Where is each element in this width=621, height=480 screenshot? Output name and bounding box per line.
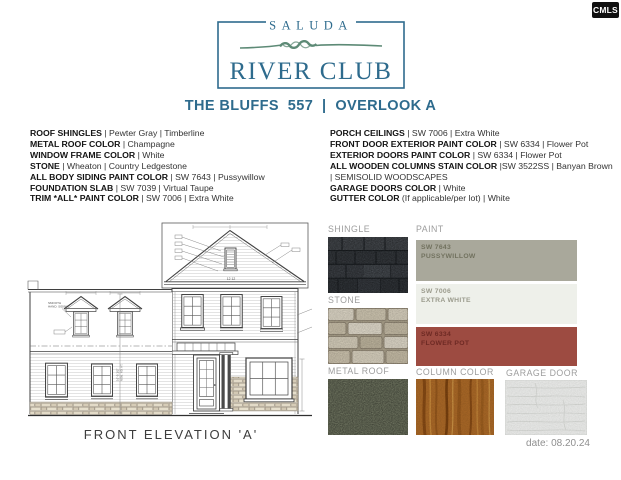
cmls-logo <box>592 2 619 18</box>
dormer-window <box>73 312 90 337</box>
paint-chip-name: FLOWER POT <box>421 339 470 347</box>
paint-chip-flower-pot <box>416 327 577 366</box>
svg-text:16'-5 1/2": 16'-5 1/2" <box>115 368 120 381</box>
spec-row: GUTTER COLOR (If applicable/per lot) | White <box>330 193 510 204</box>
garage-door-swatch <box>505 380 587 435</box>
spec-row: EXTERIOR DOORS PAINT COLOR | SW 6334 | Flower Pot <box>330 149 562 160</box>
wave-icon <box>240 41 382 48</box>
paint-label: PAINT <box>416 224 444 234</box>
attic-vent <box>224 248 237 271</box>
dormer-window <box>117 312 134 337</box>
spec-row: STONE | Wheaton | Country Ledgestone <box>30 160 187 171</box>
stone-swatch <box>328 308 408 364</box>
svg-text:NOM. HD. HT.: NOM. HD. HT. <box>120 363 124 381</box>
stone-label: STONE <box>328 295 361 305</box>
date-label: date: 08.20.24 <box>526 438 590 449</box>
shingle-swatch <box>328 237 408 293</box>
metal-roof-swatch <box>328 379 408 435</box>
paint-chip-code: SW 6334 <box>421 331 452 338</box>
window <box>44 363 68 399</box>
svg-text:SMOOTH: SMOOTH <box>48 301 62 305</box>
page-title: THE BLUFFS 557 | OVERLOOK A <box>184 98 437 114</box>
spec-row: ROOF SHINGLES | Pewter Gray | Timberline <box>30 128 205 138</box>
roof-pitch-label: 12 12 <box>226 277 236 281</box>
spec-row: TRIM *ALL* PAINT COLOR | SW 7006 | Extra White <box>30 193 234 204</box>
spec-row: WINDOW FRAME COLOR | White <box>30 149 165 160</box>
window <box>219 295 243 331</box>
logo-word-saluda: SALUDA <box>269 18 353 33</box>
column-color-swatch <box>416 379 494 435</box>
column-color-label: COLUMN COLOR <box>416 367 494 377</box>
shingle-label: SHINGLE <box>328 224 371 234</box>
spec-row: ALL WOODEN COLUMNS STAIN COLOR |SW 3522SS | Banyan Brown | SEMISOLID WOODSCAPES <box>330 160 613 182</box>
paint-chip-name: EXTRA WHITE <box>421 296 471 304</box>
logo-word-river-club: RIVER CLUB <box>229 58 393 85</box>
paint-chip-pussywillow <box>416 240 577 281</box>
cmls-logo-text: CMLS <box>593 5 618 15</box>
paint-chip-code: SW 7006 <box>421 288 452 295</box>
spec-list-right <box>330 128 614 204</box>
window <box>90 364 113 399</box>
garage-door-label: GARAGE DOOR <box>506 368 578 378</box>
saluda-river-club-logo <box>216 13 406 93</box>
spec-row: METAL ROOF COLOR | Champagne <box>30 138 175 149</box>
window <box>180 295 204 331</box>
metal-roof-label: METAL ROOF <box>328 366 390 376</box>
window <box>135 364 158 399</box>
spec-row: FRONT DOOR EXTERIOR PAINT COLOR | SW 6334 | Flower Pot <box>330 138 589 149</box>
paint-chip-code: SW 7643 <box>421 244 452 251</box>
paint-chip-extra-white <box>416 284 577 324</box>
spec-row: FOUNDATION SLAB | SW 7039 | Virtual Taupe <box>30 182 214 193</box>
dimension-marks-right <box>297 309 312 411</box>
elevation-caption: FRONT ELEVATION 'A' <box>83 427 259 442</box>
picture-window <box>244 358 294 402</box>
front-door <box>189 355 224 414</box>
spec-row: ALL BODY SIDING PAINT COLOR | SW 7643 | Pussywillow <box>30 171 265 182</box>
window <box>260 297 283 332</box>
front-elevation-drawing <box>25 219 317 424</box>
svg-text:HAND. SIDING: HAND. SIDING <box>48 304 69 309</box>
spec-list-left <box>30 128 322 204</box>
spec-row: GARAGE DOORS COLOR | White <box>330 182 466 193</box>
paint-chip-name: PUSSYWILLOW <box>421 252 476 260</box>
spec-row: PORCH CEILINGS | SW 7006 | Extra White <box>330 128 500 138</box>
